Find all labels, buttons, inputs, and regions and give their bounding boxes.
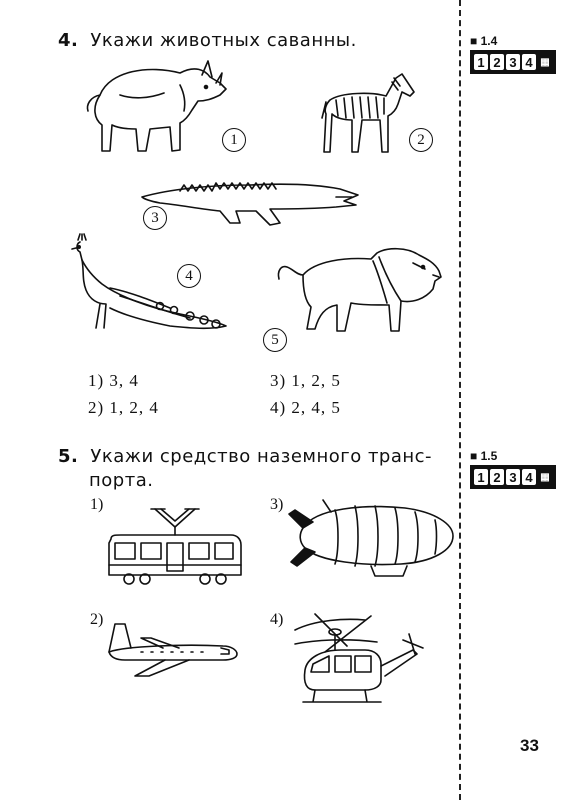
margin-divider xyxy=(459,0,461,800)
option-label-2: 2) xyxy=(90,611,104,628)
answer-option-2[interactable]: 2) 1, 2, 4 xyxy=(88,398,159,417)
peacock-picture xyxy=(70,230,230,335)
page-number: 33 xyxy=(520,736,539,755)
picture-label-5: 5 xyxy=(263,328,287,352)
question-4-heading xyxy=(58,30,357,51)
picture-label-4: 4 xyxy=(177,264,201,288)
question-5-answer-boxes xyxy=(470,465,556,489)
answer-box-2[interactable]: 2 xyxy=(490,54,504,70)
picture-label-2: 2 xyxy=(409,128,433,152)
tram-picture[interactable] xyxy=(105,505,245,590)
question-5-code-block xyxy=(470,449,556,489)
lion-picture xyxy=(275,245,445,340)
question-4-number: 4. xyxy=(58,30,79,51)
question-4-code-block xyxy=(470,34,556,74)
answer-box-3[interactable]: 3 xyxy=(506,54,520,70)
rhinoceros-picture xyxy=(80,55,230,160)
grid-icon: ▦ xyxy=(538,54,552,70)
question-5-heading xyxy=(58,446,432,467)
option-label-1: 1) xyxy=(90,496,104,513)
helicopter-picture[interactable] xyxy=(285,610,430,715)
question-5-code: ■ 1.5 xyxy=(470,449,498,463)
question-4-answer-boxes xyxy=(470,50,556,74)
grid-icon: ▦ xyxy=(538,469,552,485)
answer-option-1[interactable]: 1) 3, 4 xyxy=(88,371,139,390)
zebra-picture xyxy=(322,70,422,155)
answer-box-1[interactable]: 1 xyxy=(474,469,488,485)
airplane-picture[interactable] xyxy=(105,620,240,680)
airship-picture[interactable] xyxy=(285,492,455,587)
answer-box-4[interactable]: 4 xyxy=(522,54,536,70)
answer-option-4[interactable]: 4) 2, 4, 5 xyxy=(270,398,341,417)
crocodile-picture xyxy=(140,175,360,230)
answer-box-1[interactable]: 1 xyxy=(474,54,488,70)
answer-box-2[interactable]: 2 xyxy=(490,469,504,485)
question-5-number: 5. xyxy=(58,446,79,467)
question-4-text: Укажи животных саванны. xyxy=(90,30,357,51)
answer-option-3[interactable]: 3) 1, 2, 5 xyxy=(270,371,341,390)
answer-box-3[interactable]: 3 xyxy=(506,469,520,485)
question-4-code: ■ 1.4 xyxy=(470,34,498,48)
picture-label-1: 1 xyxy=(222,128,246,152)
picture-label-3: 3 xyxy=(143,206,167,230)
question-5-text-line1: Укажи средство наземного транс- xyxy=(90,446,433,467)
option-label-4: 4) xyxy=(270,611,284,628)
option-label-3: 3) xyxy=(270,496,284,513)
question-5-text-line2: порта. xyxy=(89,470,154,491)
answer-box-4[interactable]: 4 xyxy=(522,469,536,485)
